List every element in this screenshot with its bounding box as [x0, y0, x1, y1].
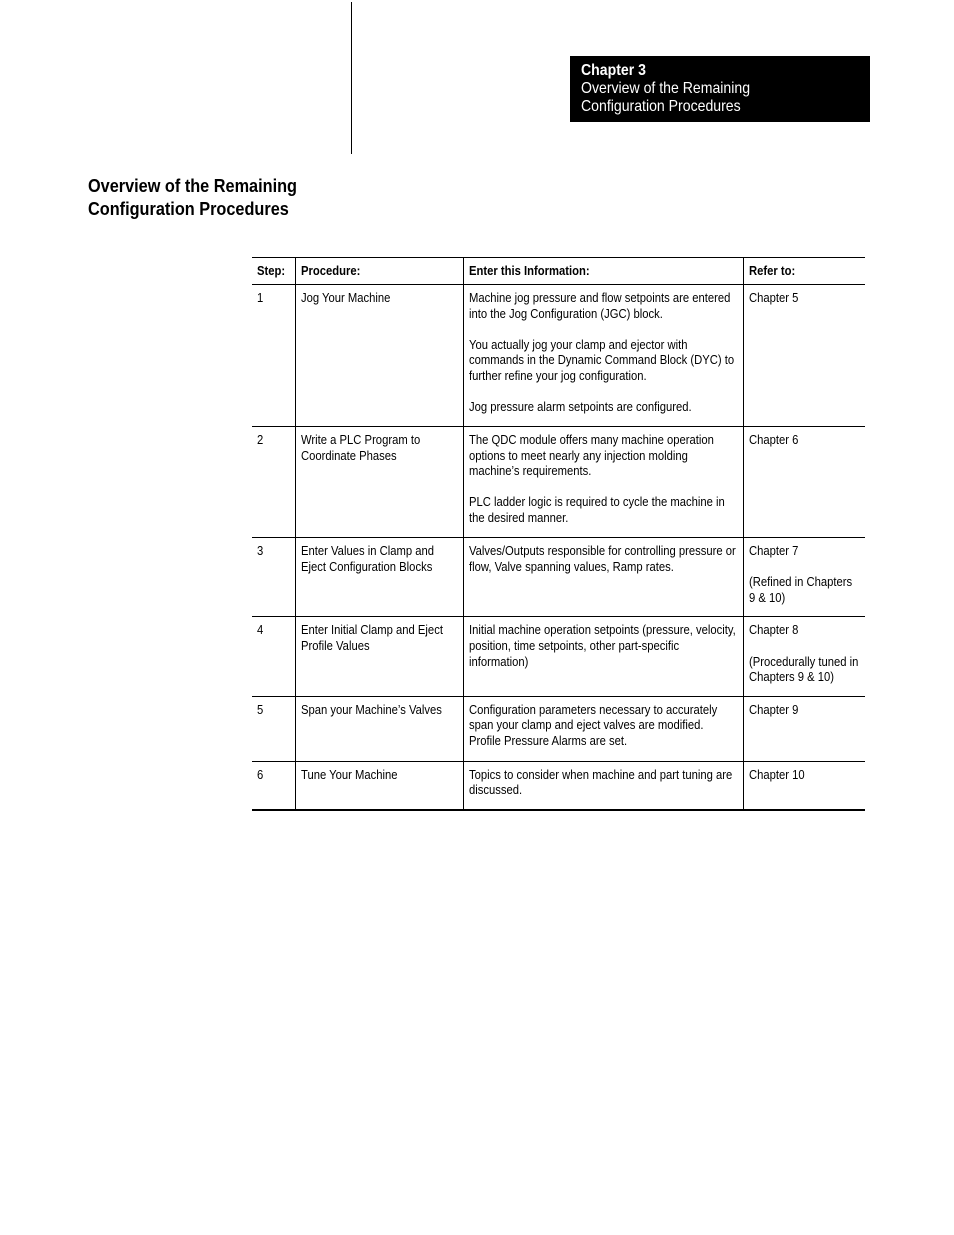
table-header-row: [252, 258, 865, 285]
procedure-cell: Jog Your Machine: [295, 285, 463, 427]
refer-cell: Chapter 8 (Procedurally tuned in Chapters 9 & 10): [743, 617, 865, 696]
step-cell: 1: [252, 285, 295, 427]
header-information: Enter this Information:: [463, 258, 743, 285]
refer-cell: Chapter 9: [743, 696, 865, 761]
header-refer: Refer to:: [743, 258, 865, 285]
procedure-cell: Span your Machine’s Valves: [295, 696, 463, 761]
refer-cell: Chapter 6: [743, 427, 865, 538]
procedure-cell: Enter Initial Clamp and Eject Profile Values: [295, 617, 463, 696]
section-title: [88, 174, 325, 220]
section-title-line-1: Overview of the Remaining: [88, 175, 297, 196]
refer-cell: Chapter 7 (Refined in Chapters 9 & 10): [743, 538, 865, 617]
header-step: Step:: [252, 258, 295, 285]
info-cell: Valves/Outputs responsible for controlling pressure or flow, Valve spanning values, Ramp rates.: [463, 538, 743, 617]
chapter-title-line-1: Overview of the Remaining: [581, 80, 751, 97]
info-cell: Machine jog pressure and flow setpoints are entered into the Jog Configuration (JGC) block. You actually jog your clamp and ejector with commands in the Dynamic Command Block (DYC) to further refine your jog configuration. Jog pressure alarm setpoints are configured.: [463, 285, 743, 427]
refer-cell: Chapter 10: [743, 761, 865, 810]
info-cell: The QDC module offers many machine operation options to meet nearly any injection molding machine’s requirements. PLC ladder logic is required to cycle the machine in the desired manner.: [463, 427, 743, 538]
vertical-rule: [351, 2, 352, 154]
chapter-header-box: [570, 56, 870, 122]
header-procedure: Procedure:: [295, 258, 463, 285]
step-cell: 3: [252, 538, 295, 617]
procedures-table: [252, 257, 865, 811]
procedure-cell: Write a PLC Program to Coordinate Phases: [295, 427, 463, 538]
step-cell: 6: [252, 761, 295, 810]
table-row: [252, 427, 865, 538]
step-cell: 5: [252, 696, 295, 761]
table-row: [252, 538, 865, 617]
table-row: [252, 696, 865, 761]
table-row: [252, 285, 865, 427]
info-cell: Configuration parameters necessary to accurately span your clamp and eject valves are modified. Profile Pressure Alarms are set.: [463, 696, 743, 761]
chapter-number: Chapter 3: [581, 62, 646, 79]
chapter-title-line-2: Configuration Procedures: [581, 98, 741, 115]
info-cell: Initial machine operation setpoints (pressure, velocity, position, time setpoints, other part-specific information): [463, 617, 743, 696]
procedure-cell: Tune Your Machine: [295, 761, 463, 810]
table-row: [252, 761, 865, 810]
refer-cell: Chapter 5: [743, 285, 865, 427]
section-title-line-2: Configuration Procedures: [88, 198, 289, 219]
step-cell: 2: [252, 427, 295, 538]
step-cell: 4: [252, 617, 295, 696]
table-row: [252, 617, 865, 696]
procedure-cell: Enter Values in Clamp and Eject Configuration Blocks: [295, 538, 463, 617]
info-cell: Topics to consider when machine and part tuning are discussed.: [463, 761, 743, 810]
